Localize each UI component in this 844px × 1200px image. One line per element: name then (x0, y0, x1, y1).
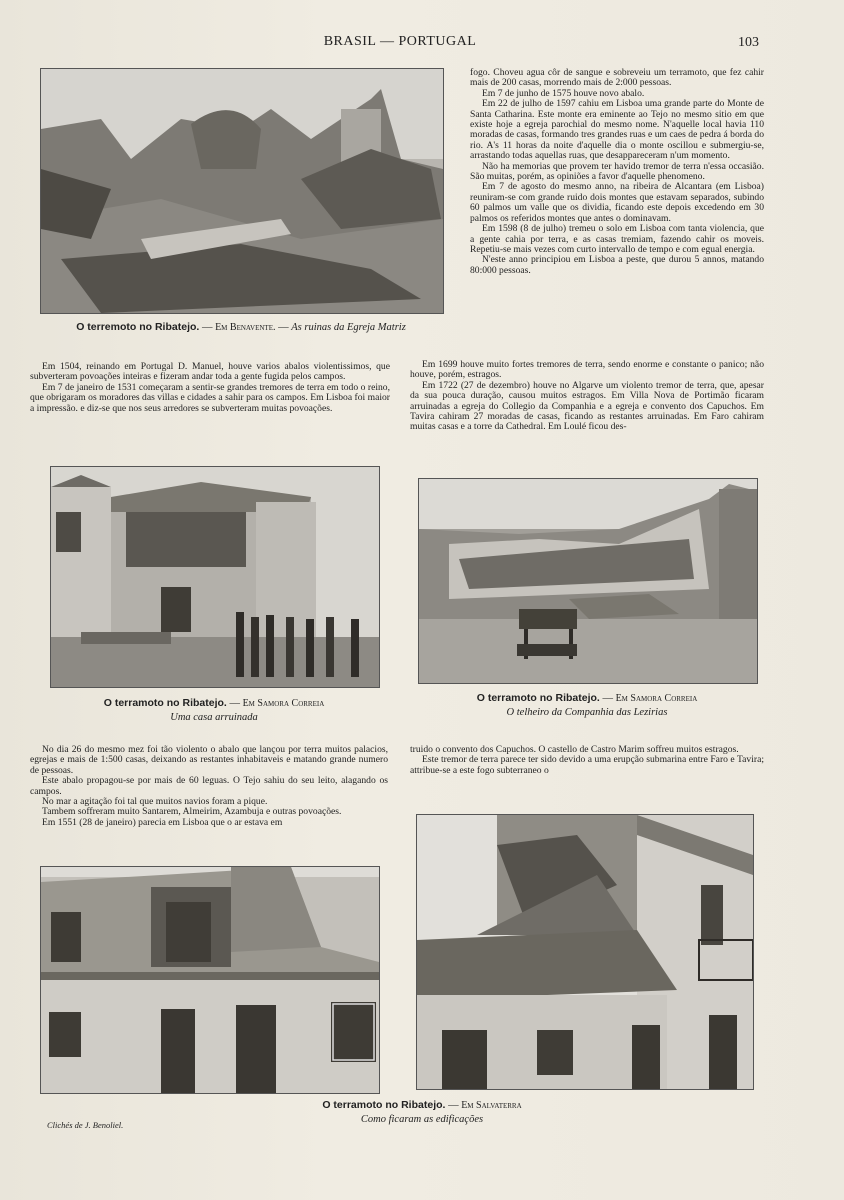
caption-benavente-sep2: — (275, 322, 292, 333)
running-header: BRASIL — PORTUGAL (323, 34, 477, 49)
paragraph: Este tremor de terra parece ter sido devido a uma erupção submarina entre Faro e Tavira; attribue-se a este fogo subterraneo o (410, 754, 764, 776)
paragraph: Em 1551 (28 de janeiro) parecia em Lisboa que o ar estava em (42, 816, 283, 828)
paragraph: Tambem soffreram muito Santarem, Almeirim, Azambuja e outras povoações. (42, 806, 342, 818)
caption-salvaterra-location: Em Salvaterra (461, 1100, 522, 1111)
paragraph: Em 7 de agosto do mesmo anno, na ribeira de Alcantara (em Lisboa) reuniram-se com grande ruido dois montes que estavam separados, subindo 60 palmos um valle que os dividia, ficando este depois excedendo em 30 palmos os referidos montes que antes o dominavam. (470, 181, 764, 224)
text-column-left-top (30, 362, 390, 414)
caption-samora-casa (50, 696, 378, 725)
caption-benavente-sep: — (199, 322, 216, 333)
caption-samora-telheiro-description: O telheiro da Companhia das Lezirias (506, 707, 668, 718)
paragraph: truido o convento dos Capuchos. O castello de Castro Marim soffreu muitos estragos. (410, 744, 739, 755)
paragraph: Em 1504, reinando em Portugal D. Manuel, houve varios abalos violentissimos, que subverteram povoações inteiras e fizeram andar toda a gente fugida pelos campos. (30, 361, 390, 383)
paragraph: Em 22 de julho de 1597 cahiu em Lisboa uma grande parte do Monte de Santa Catharina. Este monte era eminente ao Tejo no mesmo sitio em que existe hoje a egreja parochial do mesmo nome. N'aquelle local havia 110 moradas de casas, formando tres grandes ruas e um caes de pedra á borda do rio. A's 11 horas da noite d'aquelle dia o monte oscillou e submergiu-se, arrastando todas aquellas ruas, que desappareceram n'um momento. (470, 98, 764, 162)
caption-samora-casa-location: Em Samora Correia (242, 698, 325, 709)
caption-benavente-description: As ruinas da Egreja Matriz (291, 322, 406, 333)
caption-samora-casa-sep: — (226, 698, 243, 709)
caption-samora-telheiro-title: O terramoto no Ribatejo. (476, 692, 600, 704)
paragraph: Não ha memorias que provem ter havido tremor de terra n'essa occasião. São muitas, porém, as opiniões a favor d'aquelle phenomeno. (470, 160, 764, 183)
paragraph: No mar a agitação foi tal que muitos navios foram a pique. (42, 796, 268, 808)
caption-samora-telheiro (418, 691, 756, 720)
paragraph: Em 1598 (8 de julho) tremeu o solo em Lisboa com tanta violencia, que a gente cahia por terra, e as casas tremiam, fazendo cahir os moveis. Repetiu-se mais vezes com curto intervallo de tempo e com egual energia. (470, 223, 764, 255)
paragraph: Em 1722 (27 de dezembro) houve no Algarve um violento tremor de terra, que, apesar da sua pouca duração, causou muitos estragos. Em Villa Nova de Portimão ficaram arruinadas a egreja do Collegio da Companhia e a egreja e convento dos Capuchos. Em Tavira cahiram 27 moradas de casas, ficando as restantes arruinadas. Em Faro cahiram muitas casas e a torre da Cathedral. Em Loulé ficou des- (410, 379, 764, 433)
photo-samora-lezirias-shed (418, 478, 758, 684)
caption-salvaterra (200, 1098, 644, 1127)
caption-salvaterra-description: Como ficaram as edificações (360, 1114, 484, 1125)
paragraph: Em 7 de janeiro de 1531 começaram a sentir-se grandes tremores de terra em todo o reino, que obrigaram os moradores das villas e cidades a sahir para os campos. Em Lisboa foi maior a impressão. e diz-se que nos seus arredores se subverteram muitas povoações. (30, 381, 390, 414)
caption-benavente-location: Em Benavente. (215, 322, 276, 333)
paragraph: Em 1699 houve muito fortes tremores de terra, sendo enorme e constante o panico; não houve, porém, estragos. (410, 359, 764, 381)
paragraph: fogo. Choveu agua côr de sangue e sobreveiu um terramoto, que fez cahir mais de 200 casas, morrendo mais de 2:000 pessoas. (470, 67, 764, 89)
caption-benavente (40, 320, 442, 335)
photo-benavente-church-ruins (40, 68, 444, 314)
caption-salvaterra-sep: — (445, 1100, 462, 1111)
caption-samora-telheiro-sep: — (599, 693, 616, 704)
caption-salvaterra-title: O terramoto no Ribatejo. (322, 1099, 446, 1111)
text-column-left-middle (30, 745, 388, 828)
paragraph: N'este anno principiou em Lisboa a peste, que durou 5 annos, matando 80:000 pessoas. (470, 254, 764, 276)
text-column-right-top (470, 68, 764, 276)
caption-samora-casa-description: Uma casa arruinada (170, 712, 258, 723)
caption-benavente-title: O terremoto no Ribatejo. (76, 321, 200, 333)
text-column-full-right (410, 360, 764, 433)
paragraph: Em 7 de junho de 1575 houve novo abalo. (482, 87, 645, 99)
page-number: 103 (738, 35, 759, 50)
text-column-right-middle (410, 745, 764, 776)
photo-credit: Clichés de J. Benoliel. (47, 1120, 124, 1130)
paragraph: No dia 26 do mesmo mez foi tão violento o abalo que lançou por terra muitos palacios, egrejas e mais de 1:500 casas, deixando as restantes inhabitaveis e matando grande numero de pessoas. (30, 744, 388, 776)
caption-samora-telheiro-location: Em Samora Correia (615, 693, 698, 704)
photo-samora-ruined-house (50, 466, 380, 688)
photo-salvaterra-house-right (416, 814, 754, 1090)
caption-samora-casa-title: O terramoto no Ribatejo. (103, 697, 227, 709)
paragraph: Este abalo propagou-se por mais de 60 leguas. O Tejo sahiu do seu leito, alagando os campos. (30, 775, 388, 797)
photo-salvaterra-house-left (40, 866, 380, 1094)
